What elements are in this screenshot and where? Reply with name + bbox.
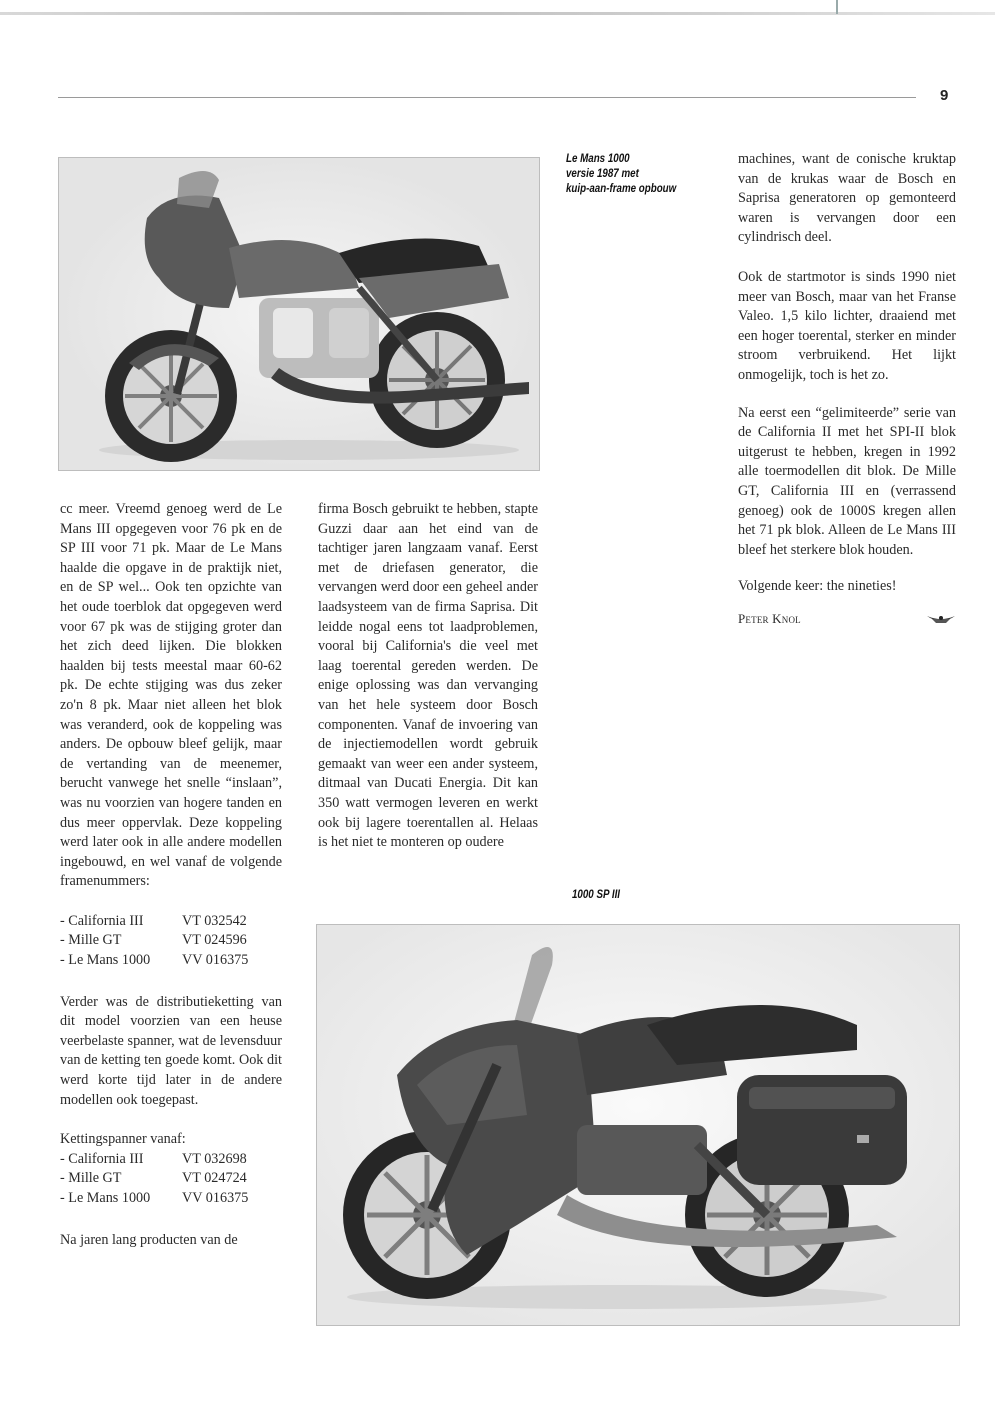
author-name: Peter Knol [738,610,801,626]
caption-top-line-1: Le Mans 1000 [566,153,630,165]
col2-paragraph-1: firma Bosch gebruikt te hebben, stapte Guzzi daar aan het eind van de tachtiger jaren langzaam vanaf. Eerst met de driefasen generator, die vervangen werd door een geheel ander laadsysteem van de firma Saprisa. Dit leidde nogal eens tot laadproblemen, vooral bij California's die veel met laag toerental gereden werden. De enige oplossing was dan vervanging van het hele systeem door Bosch componenten. Vanaf de invoering van de injectiemodellen wordt gebruik gemaakt van weer een ander systeem, ditmaal van Ducati Energia. Dit kan 350 watt vermogen leveren en werkt ook bij lagere toerentallen al. Helaas is het niet te monteren op oudere [318,501,538,851]
frame-numbers-list [60,912,282,971]
chain-tensioner-list [60,1150,282,1209]
list2-code: VT 032698 [182,1150,247,1167]
caption-bottom: 1000 SP III [572,889,621,901]
list2-model: - Mille GT [60,1170,122,1187]
motorcycle-sp-iii-illustration [317,925,959,1325]
chain-tensioner-title: Kettingspanner vanaf: [60,1131,186,1148]
list2-model: - California III [60,1150,144,1167]
list1-model: - Mille GT [60,932,122,949]
caption-top-line-3: kuip-aan-frame opbouw [566,183,677,195]
column-left [60,500,282,1266]
motorcycle-le-mans-illustration [59,158,539,470]
col3-paragraph-2: Ook de startmotor is sinds 1990 niet meer van Bosch, maar van het Franse Valeo. 1,5 kilo lichter, draaiend met een hoger toerental, sterker en minder stroom verbruikend. Het lijkt onmogelijk, toch is het zo. [738,268,956,383]
author-line [738,609,956,629]
list1-code: VV 016375 [182,952,249,969]
column-middle [318,500,538,869]
header-rule [58,97,916,98]
column-right [738,150,956,628]
col3-paragraph-3: Na eerst een “gelimiteerde” serie van de California II met het SPI-II blok uitgerust te hebben, kregen in 1992 alle toermodellen dit blok. De Mille GT, California III en (verrassend genoeg) ook de 1000S kregen allen het 71 pk blok. Alleen de Le Mans III bleef het sterkere blok houden. [738,404,956,558]
col1-paragraph-3: Na jaren lang producten van de [60,1231,238,1248]
col3-paragraph-1: machines, want de conische kruktap van de krukas waar de Bosch en Saprisa generatoren op gemonteerd waren is vervangen door een cylindrisch deel. [738,151,956,246]
list2-code: VT 024724 [182,1170,247,1187]
caption-top-line-2: versie 1987 met [566,168,639,180]
eagle-logo-icon [926,612,956,626]
list1-code: VT 024596 [182,932,247,949]
photo-le-mans-1000 [58,157,540,471]
list1-code: VT 032542 [182,912,247,929]
photo-1000-sp-iii [316,924,960,1326]
top-edge-line [0,12,995,15]
col1-paragraph-1: cc meer. Vreemd genoeg werd de Le Mans III opgegeven voor 76 pk en de SP III voor 71 pk. Maar de Le Mans haalde die opgave in de praktijk niet, en de SP wel... Ook ten opzichte van het oude toerblok dat opgegeven werd voor 67 pk was de stijging groter dan het zich deed lijken. Die blokken haalden bij tests meestal maar 60-62 pk. De echte stijging was dus zeker zo'n 8 pk. Maar niet alleen het blok was veranderd, ook de koppeling was anders. De opbouw bleef gelijk, maar de vertanding van de meenemer, berucht vanwege het snelle “inslaan”, was nu voorzien van hogere tanden en dus meer oppervlak. Deze koppeling werd later ook in alle andere modellen ingebouwd, en wel vanaf de volgende framenummers: [60,501,282,890]
top-edge-tick [836,0,838,14]
list1-model: - California III [60,912,144,929]
col3-closing-line: Volgende keer: the nineties! [738,578,897,595]
col1-paragraph-2: Verder was de distributieketting van dit model voorzien van een heuse veerbelaste spanner, wat de levensduur van de ketting ten goede komt. Ook dit werd korte tijd later in de andere modellen ook toegepast. [60,993,282,1108]
caption-top [566,152,676,197]
page-number: 9 [940,87,949,104]
list2-model: - Le Mans 1000 [60,1190,151,1206]
list1-model: - Le Mans 1000 [60,952,151,969]
list2-code: VV 016375 [182,1190,249,1206]
